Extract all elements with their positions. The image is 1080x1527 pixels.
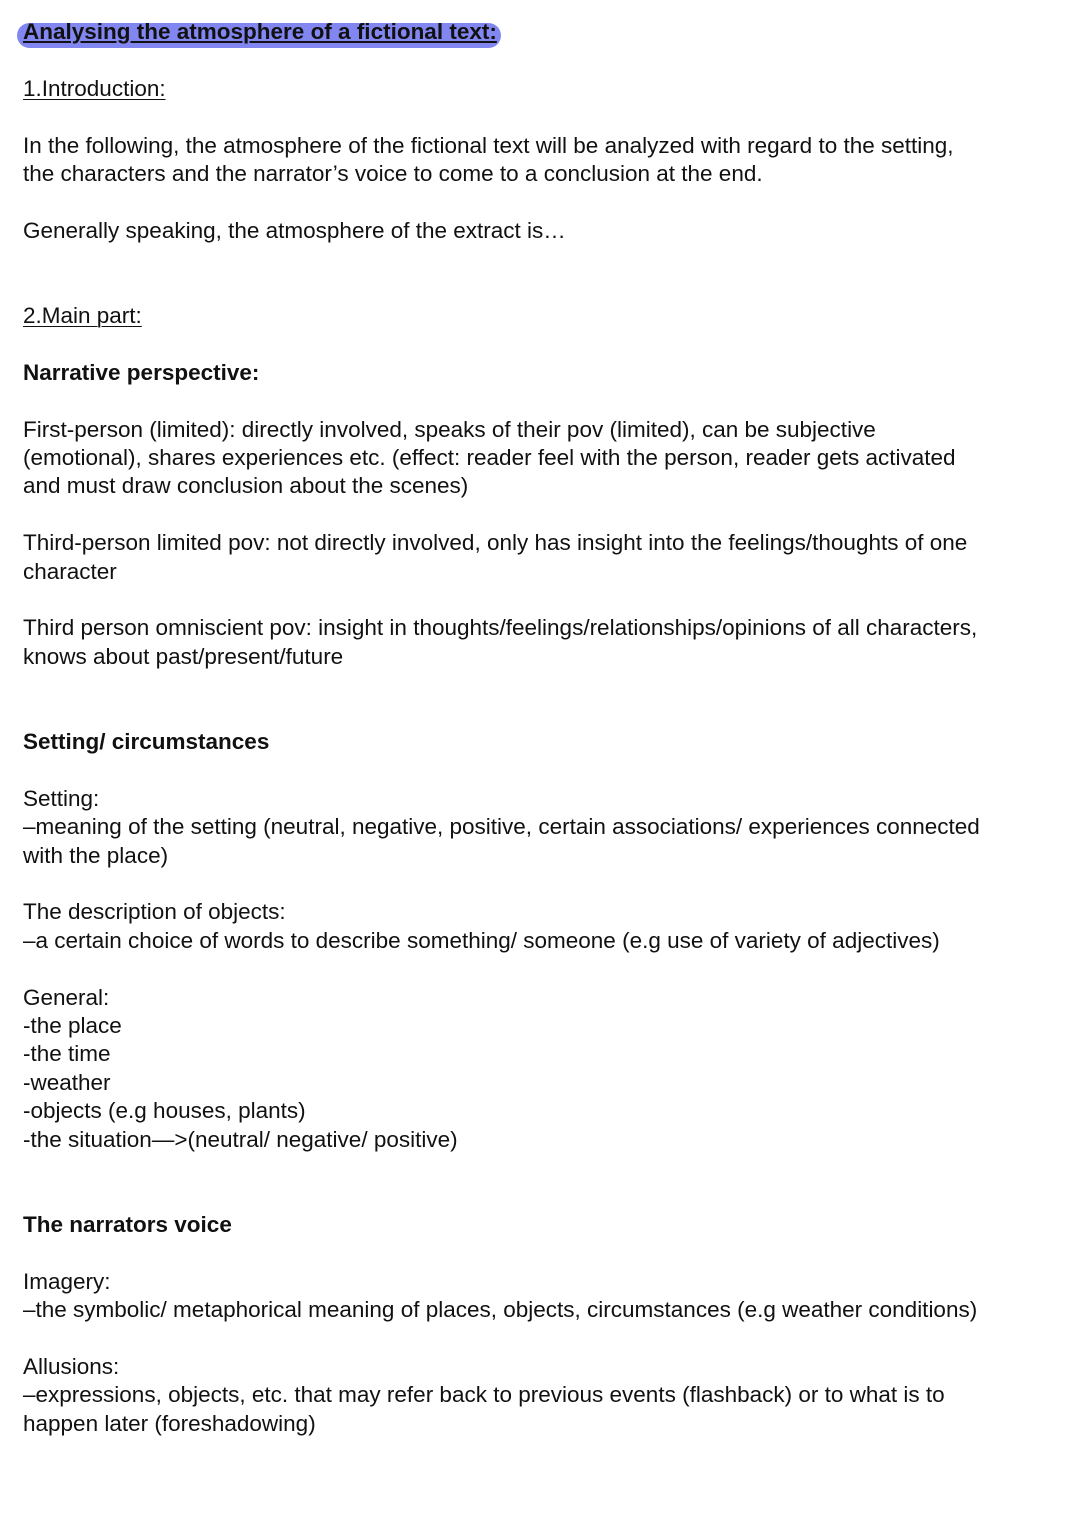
allusions-label: Allusions:	[23, 1353, 120, 1379]
document-title-text: Analysing the atmosphere of a fictional text:	[23, 19, 497, 44]
intro-paragraph-line-1: In the following, the atmosphere of the fictional text will be analyzed with regard to the setting,	[23, 132, 954, 158]
general-item: -the time	[23, 1041, 111, 1067]
third-limited-line-1: Third-person limited pov: not directly involved, only has insight into the feelings/thoughts of one	[23, 530, 968, 556]
objects-label: The description of objects:	[23, 899, 286, 925]
general-item: -the situation—>(neutral/ negative/ positive)	[23, 1126, 458, 1152]
intro-paragraph-2: Generally speaking, the atmosphere of the extract is…	[23, 217, 566, 243]
setting-line-1: –meaning of the setting (neutral, negative, positive, certain associations/ experiences connected	[23, 814, 980, 840]
first-person-line-1: First-person (limited): directly involved, speaks of their pov (limited), can be subjective	[23, 416, 876, 442]
document-page	[23, 18, 1063, 1438]
main-part-heading: 2.Main part:	[23, 303, 142, 328]
intro-paragraph-line-2: the characters and the narrator’s voice to come to a conclusion at the end.	[23, 161, 763, 186]
first-person-line-2: (emotional), shares experiences etc. (effect: reader feel with the person, reader gets activated	[23, 445, 956, 470]
narrators-voice-heading: The narrators voice	[23, 1211, 232, 1237]
third-limited-line-2: character	[23, 558, 117, 584]
third-omniscient-line-2: knows about past/present/future	[23, 643, 344, 669]
document-title	[23, 18, 497, 46]
imagery-label: Imagery:	[23, 1268, 111, 1294]
imagery-line-1: –the symbolic/ metaphorical meaning of places, objects, circumstances (e.g weather conditions)	[23, 1297, 978, 1323]
general-item: -weather	[23, 1069, 111, 1095]
third-omniscient-line-1: Third person omniscient pov: insight in thoughts/feelings/relationships/opinions of all characters,	[23, 615, 978, 641]
setting-label: Setting:	[23, 785, 100, 811]
general-item: -the place	[23, 1013, 122, 1039]
setting-line-2: with the place)	[23, 842, 169, 868]
title-line	[23, 18, 1063, 46]
first-person-line-3: and must draw conclusion about the scenes)	[23, 473, 469, 499]
introduction-heading: 1.Introduction:	[23, 75, 166, 101]
allusions-line-2: happen later (foreshadowing)	[23, 1410, 316, 1436]
objects-line-1: –a certain choice of words to describe something/ someone (e.g use of variety of adjectives)	[23, 927, 940, 953]
general-item: -objects (e.g houses, plants)	[23, 1098, 306, 1124]
setting-heading: Setting/ circumstances	[23, 729, 270, 755]
narrative-perspective-heading: Narrative perspective:	[23, 359, 260, 385]
general-label: General:	[23, 984, 110, 1010]
allusions-line-1: –expressions, objects, etc. that may refer back to previous events (flashback) or to what is to	[23, 1382, 945, 1408]
